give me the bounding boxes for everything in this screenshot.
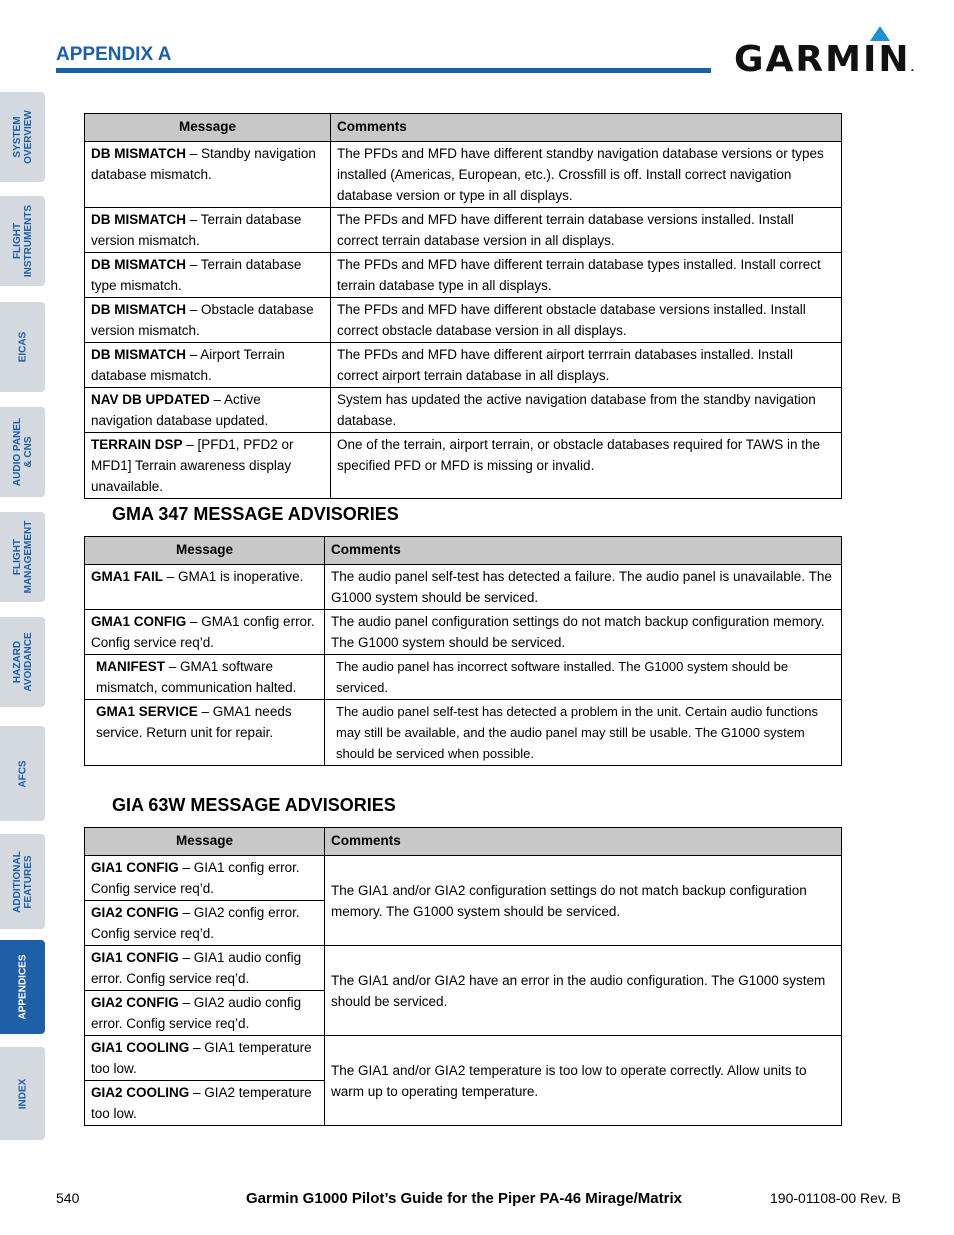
message-cell: [85, 946, 325, 991]
appendix-title: APPENDIX A: [56, 44, 172, 65]
comment-cell: The PFDs and MFD have different obstacle database versions installed. Install correct obstacle database version in all displays.: [331, 298, 842, 343]
table-row: [85, 856, 842, 901]
message-desc: – GMA1 config error. Config service req’d.: [91, 614, 315, 650]
comments-column-header: Comments: [325, 828, 842, 856]
message-term: DB MISMATCH: [91, 347, 186, 362]
message-cell: [85, 253, 331, 298]
message-term: GIA2 CONFIG: [91, 995, 179, 1010]
database-advisories-table: [84, 113, 842, 499]
comment-cell: System has updated the active navigation database from the standby navigation database.: [331, 388, 842, 433]
message-cell: [85, 565, 325, 610]
message-desc: – GIA1 config error. Config service req’d.: [91, 860, 300, 896]
comment-cell: The audio panel has incorrect software installed. The G1000 system should be serviced.: [325, 655, 842, 700]
comment-cell: The GIA1 and/or GIA2 have an error in the audio configuration. The G1000 system should be serviced.: [325, 946, 842, 1036]
tab-label: EICAS: [17, 331, 28, 363]
tab-appendices[interactable]: [0, 940, 45, 1034]
gia-63w-section-title: GIA 63W MESSAGE ADVISORIES: [112, 795, 396, 815]
tab-label: APPENDICES: [17, 954, 28, 1020]
table-row: [85, 388, 842, 433]
tab-label: AFCS: [17, 759, 28, 788]
footer-title: Garmin G1000 Pilot’s Guide for the Piper PA-46 Mirage/Matrix: [246, 1190, 682, 1207]
table-row: [85, 655, 842, 700]
tab-index[interactable]: [0, 1047, 45, 1140]
message-term: DB MISMATCH: [91, 146, 186, 161]
comment-cell: The audio panel configuration settings do not match backup configuration memory. The G1000 system should be serviced.: [325, 610, 842, 655]
tab-system-overview[interactable]: [0, 92, 45, 182]
comment-cell: One of the terrain, airport terrain, or obstacle databases required for TAWS in the specified PFD or MFD is missing or invalid.: [331, 433, 842, 499]
tab-label: FLIGHT INSTRUMENTS: [11, 204, 34, 278]
table-row: [85, 142, 842, 208]
message-cell: [85, 856, 325, 901]
table-row: [85, 343, 842, 388]
tab-afcs[interactable]: [0, 726, 45, 821]
tab-label: INDEX: [17, 1078, 28, 1109]
message-desc: – GIA1 temperature too low.: [91, 1040, 312, 1076]
message-term: GMA1 CONFIG: [91, 614, 187, 629]
message-desc: – Terrain database type mismatch.: [91, 257, 302, 293]
table-row: [85, 610, 842, 655]
message-term: GIA1 COOLING: [91, 1040, 190, 1055]
message-desc: – GMA1 needs service. Return unit for repair.: [96, 704, 292, 740]
tab-label: FLIGHT MANAGEMENT: [11, 520, 34, 594]
message-column-header: Message: [85, 114, 331, 142]
message-cell: [85, 1036, 325, 1081]
comments-column-header: Comments: [325, 537, 842, 565]
message-term: DB MISMATCH: [91, 212, 186, 227]
message-term: MANIFEST: [96, 659, 165, 674]
document-number: 190-01108-00 Rev. B: [770, 1190, 902, 1206]
comment-cell: The GIA1 and/or GIA2 configuration settings do not match backup configuration memory. The G1000 system should be serviced.: [325, 856, 842, 946]
tab-label: SYSTEM OVERVIEW: [11, 110, 34, 164]
table-row: [85, 1036, 842, 1081]
message-term: GMA1 SERVICE: [96, 704, 198, 719]
message-desc: – Terrain database version mismatch.: [91, 212, 302, 248]
tab-label: HAZARD AVOIDANCE: [11, 632, 34, 692]
gma-347-section-title: GMA 347 MESSAGE ADVISORIES: [112, 504, 399, 524]
tab-audio-panel-cns[interactable]: [0, 407, 45, 497]
garmin-logo: [734, 26, 917, 80]
comment-cell: The PFDs and MFD have different terrain database types installed. Install correct terrain database type in all displays.: [331, 253, 842, 298]
tab-label: ADDITIONAL FEATURES: [11, 850, 34, 913]
table-row: [85, 700, 842, 766]
header-rule: [56, 68, 711, 73]
table-header-row: [85, 828, 842, 856]
tab-additional-features[interactable]: [0, 834, 45, 929]
message-column-header: Message: [85, 537, 325, 565]
gia-advisories-table: [84, 827, 842, 1126]
message-term: GMA1 FAIL: [91, 569, 164, 584]
table-row: [85, 946, 842, 991]
comment-cell: The PFDs and MFD have different airport terrrain databases installed. Install correct airport terrain database in all displays.: [331, 343, 842, 388]
message-cell: [85, 388, 331, 433]
comment-cell: The audio panel self-test has detected a problem in the unit. Certain audio functions may still be available, and the audio panel may still be usable. The G1000 system should be serviced when possible.: [325, 700, 842, 766]
message-column-header: Message: [85, 828, 325, 856]
tab-hazard-avoidance[interactable]: [0, 617, 45, 707]
table-row: [85, 433, 842, 499]
message-cell: [85, 298, 331, 343]
table-header-row: [85, 114, 842, 142]
table-row: [85, 298, 842, 343]
message-cell: [85, 343, 331, 388]
message-term: GIA1 CONFIG: [91, 860, 179, 875]
comment-cell: The GIA1 and/or GIA2 temperature is too low to operate correctly. Allow units to warm up to operating temperature.: [325, 1036, 842, 1126]
message-term: GIA2 CONFIG: [91, 905, 179, 920]
message-desc: – GIA2 audio config error. Config service req’d.: [91, 995, 302, 1031]
message-cell: [85, 208, 331, 253]
message-term: DB MISMATCH: [91, 257, 186, 272]
page-number: 540: [56, 1190, 80, 1206]
message-cell: [85, 655, 325, 700]
table-row: [85, 253, 842, 298]
message-desc: – GIA2 config error. Config service req’d.: [91, 905, 300, 941]
message-term: NAV DB UPDATED: [91, 392, 210, 407]
message-desc: – GIA2 temperature too low.: [91, 1085, 312, 1121]
comment-cell: The PFDs and MFD have different terrain database versions installed. Install correct terrain database version in all displays.: [331, 208, 842, 253]
tab-eicas[interactable]: [0, 302, 45, 392]
comment-cell: The audio panel self-test has detected a failure. The audio panel is unavailable. The G1000 system should be serviced.: [325, 565, 842, 610]
tab-label: AUDIO PANEL & CNS: [11, 417, 34, 487]
message-desc: – GMA1 is inoperative.: [163, 569, 304, 584]
message-cell: [85, 1081, 325, 1126]
tab-flight-instruments[interactable]: [0, 196, 45, 286]
message-cell: [85, 901, 325, 946]
message-desc: – Airport Terrain database mismatch.: [91, 347, 285, 383]
table-row: [85, 208, 842, 253]
message-desc: – GMA1 software mismatch, communication halted.: [96, 659, 297, 695]
message-desc: – Standby navigation database mismatch.: [91, 146, 316, 182]
comment-cell: The PFDs and MFD have different standby navigation database versions or types installed (Americas, European, etc.). Crossfill is off. Install correct navigation database version or type in all displays.: [331, 142, 842, 208]
tab-flight-management[interactable]: [0, 512, 45, 602]
comments-column-header: Comments: [331, 114, 842, 142]
message-term: GIA1 CONFIG: [91, 950, 179, 965]
message-desc: – Obstacle database version mismatch.: [91, 302, 314, 338]
message-cell: [85, 991, 325, 1036]
message-cell: [85, 142, 331, 208]
message-desc: – [PFD1, PFD2 or MFD1] Terrain awareness display unavailable.: [91, 437, 294, 494]
table-header-row: [85, 537, 842, 565]
gma-advisories-table: [84, 536, 842, 766]
message-term: TERRAIN DSP: [91, 437, 183, 452]
message-term: DB MISMATCH: [91, 302, 186, 317]
message-cell: [85, 433, 331, 499]
table-row: [85, 565, 842, 610]
message-desc: – GIA1 audio config error. Config service req’d.: [91, 950, 302, 986]
message-desc: – Active navigation database updated.: [91, 392, 269, 428]
message-cell: [85, 700, 325, 766]
message-term: GIA2 COOLING: [91, 1085, 190, 1100]
message-cell: [85, 610, 325, 655]
garmin-wordmark: GARMIN.: [734, 39, 917, 80]
